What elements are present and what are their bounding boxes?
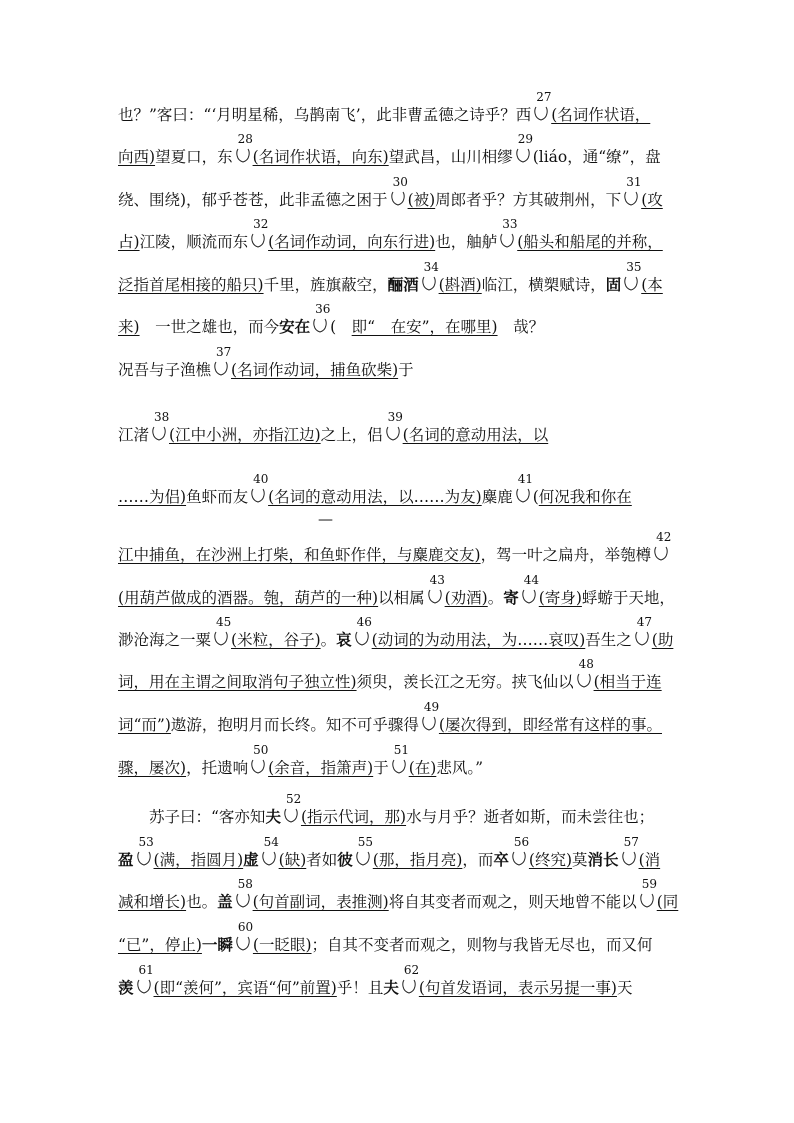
key-word: 盈 — [118, 850, 134, 869]
annotation-gloss: (句首发语词，表示另提一事) — [418, 979, 617, 997]
annotation-number: 59 — [641, 877, 657, 891]
key-word: 夫 — [383, 978, 399, 997]
annotation-gloss: 来) — [118, 318, 140, 336]
text-run: (liáo，通“缭”，盘 — [532, 148, 661, 166]
text-line — [118, 573, 688, 618]
text-run: 哉？ — [497, 318, 545, 336]
annotation-gloss: (名词作动词，捕鱼砍柴) — [231, 361, 399, 379]
text-line — [118, 743, 688, 788]
annotation-marker — [623, 175, 642, 207]
text-run: 望夏口，东 — [155, 148, 233, 166]
annotation-number: 58 — [237, 877, 253, 891]
text-run: 之上，侣 — [320, 426, 383, 444]
annotation-number: 49 — [423, 700, 440, 714]
text-run: ，托遗响 — [186, 759, 249, 777]
text-line — [118, 700, 688, 745]
annotation-number: 36 — [315, 302, 331, 316]
text-line — [118, 792, 688, 837]
annotation-marker — [136, 963, 154, 995]
text-line — [118, 472, 688, 517]
key-word: 消长 — [587, 850, 619, 869]
annotation-number: 46 — [356, 615, 372, 629]
annotation-gloss: 江中捕鱼，在沙洲上打柴，和鱼虾作伴，与麋鹿交友) — [118, 546, 481, 564]
annotation-marker — [213, 345, 232, 377]
annotation-gloss: (缺) — [278, 851, 307, 869]
annotation-number: 56 — [513, 835, 530, 849]
key-word: 卒 — [493, 850, 509, 869]
annotation-number: 33 — [502, 217, 518, 231]
annotation-number: 47 — [636, 615, 653, 629]
text-run: 绕、围绕)，郁乎苍苍，此非孟德之困于 — [118, 191, 388, 209]
text-run: 望武昌，山川相缪 — [388, 148, 513, 166]
annotation-marker — [136, 835, 154, 867]
annotation-number: 54 — [263, 835, 279, 849]
annotation-marker — [639, 877, 657, 909]
text-run: 苏子曰：“客亦知 — [118, 808, 266, 826]
key-word: 固 — [605, 275, 622, 294]
text-run: 千里，旌旗蔽空， — [263, 276, 388, 294]
annotation-marker — [213, 615, 232, 647]
text-line — [118, 657, 688, 702]
annotation-number: 34 — [423, 260, 439, 274]
annotation-gloss: 词“而”) — [118, 716, 171, 734]
annotation-gloss: ……为侣) — [118, 488, 187, 506]
annotation-gloss: (名词的意动用法，以……为友) — [268, 488, 482, 506]
annotation-marker — [621, 835, 639, 867]
annotation-marker — [261, 835, 279, 867]
annotation-marker — [421, 700, 440, 732]
annotation-gloss: 泛指首尾相接的船只) — [118, 276, 264, 294]
annotation-number: 30 — [392, 175, 408, 189]
annotation-number: 62 — [403, 963, 420, 977]
key-word: 虚 — [243, 850, 259, 869]
key-word: 羡 — [118, 978, 134, 997]
key-word: 一瞬 — [201, 935, 233, 954]
text-run: ( — [532, 488, 539, 506]
annotation-marker — [391, 743, 409, 775]
annotation-number: 35 — [626, 260, 642, 274]
annotation-marker — [151, 410, 170, 442]
annotation-number: 51 — [393, 743, 409, 757]
annotation-gloss: (满，指圆月) — [153, 851, 244, 869]
text-run: 况吾与子渔樵 — [118, 361, 212, 379]
annotation-gloss: (助 — [651, 631, 674, 649]
key-word: 酾酒 — [387, 275, 419, 294]
annotation-gloss: (相当于连 — [593, 673, 662, 691]
annotation-marker — [354, 615, 372, 647]
text-run: ；自其不变者而观之，则物与我皆无尽也，而又何 — [311, 936, 653, 954]
annotation-gloss: (名词作状语，向东) — [252, 148, 389, 166]
annotation-number: 45 — [216, 615, 232, 629]
key-word: 彼 — [337, 850, 353, 869]
text-line — [118, 345, 688, 390]
text-run: 麋鹿 — [481, 488, 513, 506]
annotation-gloss: (那，指月亮) — [372, 851, 463, 869]
text-run: 一世之雄也，而今 — [139, 318, 280, 336]
annotation-gloss: (本 — [641, 276, 663, 294]
annotation-marker — [623, 260, 642, 292]
text-run: 遨游，抱明月而长终。知不可乎骤得 — [170, 716, 419, 734]
annotation-number: 37 — [216, 345, 232, 359]
annotation-gloss: 即“ 在安”，在哪里) — [351, 318, 498, 336]
text-run: 于 — [373, 759, 389, 777]
annotation-gloss: 向西) — [118, 148, 156, 166]
annotation-marker — [235, 877, 253, 909]
text-line — [118, 260, 688, 305]
annotation-marker — [533, 90, 552, 122]
annotation-gloss: 骤，屡次) — [118, 759, 187, 777]
stray-dash: — — [318, 510, 333, 528]
key-word: 盖 — [217, 892, 233, 911]
text-run: 也。 — [186, 893, 218, 911]
annotation-gloss: (余音，指箫声) — [268, 759, 374, 777]
annotation-number: 50 — [253, 743, 269, 757]
annotation-gloss: (句首副词，表推测) — [252, 893, 389, 911]
text-run: 渺沧海之一粟 — [118, 631, 212, 649]
annotation-number: 55 — [357, 835, 374, 849]
annotation-number: 52 — [285, 792, 302, 806]
text-run: 者如 — [306, 851, 338, 869]
text-run: 周郎者乎？方其破荆州，下 — [435, 191, 622, 209]
annotation-number: 39 — [387, 410, 403, 424]
annotation-gloss: 减和增长) — [118, 893, 187, 911]
text-run: 江渚 — [118, 426, 150, 444]
annotation-gloss: (名词作动词，向东行进) — [268, 233, 436, 251]
key-word: 安在 — [279, 317, 311, 336]
annotation-marker — [634, 615, 653, 647]
annotation-number: 31 — [626, 175, 642, 189]
annotation-marker — [421, 260, 439, 292]
text-line — [118, 877, 688, 922]
annotation-marker — [515, 472, 533, 504]
text-line — [118, 217, 688, 262]
text-line — [118, 920, 688, 965]
annotation-number: 27 — [536, 90, 552, 104]
text-run: 悲风。” — [436, 759, 483, 777]
text-run: 于 — [398, 361, 414, 379]
text-run: 须臾，羡长江之无穷。挟飞仙以 — [356, 673, 574, 691]
annotation-gloss: 占) — [118, 233, 140, 251]
annotation-number: 43 — [429, 573, 445, 587]
annotation-number: 60 — [237, 920, 254, 934]
text-line — [118, 90, 688, 135]
annotation-gloss: (米粒，谷子) — [231, 631, 321, 649]
annotation-marker — [312, 302, 331, 334]
text-run: 天 — [616, 979, 633, 997]
annotation-marker — [511, 835, 530, 867]
annotation-marker — [401, 963, 420, 995]
annotation-gloss: (屡次得到，即经常有这样的事。 — [438, 716, 662, 734]
annotation-marker — [576, 657, 594, 689]
text-run: 乎！且 — [336, 979, 384, 997]
text-run: 鱼虾而友 — [186, 488, 249, 506]
text-run: 。 — [487, 589, 504, 607]
annotation-marker — [250, 217, 269, 249]
annotation-marker — [235, 132, 253, 164]
text-run: ，驾一叶之扁舟，举匏樽 — [480, 546, 652, 564]
annotation-marker — [355, 835, 374, 867]
annotation-gloss: (名词作状语， — [551, 106, 651, 124]
annotation-gloss: (攻 — [641, 191, 663, 209]
annotation-gloss: (寄身) — [538, 589, 582, 607]
annotation-marker — [250, 472, 269, 504]
text-line — [118, 615, 688, 660]
annotation-number: 61 — [138, 963, 154, 977]
text-line — [118, 302, 688, 347]
annotation-gloss: (动词的为动用法，为……哀叹) — [371, 631, 586, 649]
annotation-number: 42 — [656, 530, 672, 544]
text-line — [118, 835, 688, 880]
text-run: 以相属 — [378, 589, 425, 607]
text-run: 将自其变者而观之，则天地曾不能以 — [388, 893, 637, 911]
annotation-number: 38 — [154, 410, 170, 424]
text-run: 也？”客曰：“‘月明星稀，乌鹊南飞’，此非曹孟德之诗乎？西 — [118, 106, 532, 124]
text-run: 也，舳舻 — [435, 233, 498, 251]
text-run: 临江，横槊赋诗， — [481, 276, 606, 294]
annotation-gloss: 何况我和你在 — [538, 488, 632, 506]
text-run: 水与月乎？逝者如斯，而未尝往也； — [406, 808, 655, 826]
annotation-gloss: (用葫芦做成的酒器。匏，葫芦的一种) — [118, 589, 379, 607]
key-word: 寄 — [503, 588, 519, 607]
annotation-marker — [521, 573, 540, 605]
annotation-gloss: (名词的意动用法，以 — [402, 426, 549, 444]
text-run: 蜉蝣于天地， — [581, 589, 675, 607]
annotation-number: 48 — [578, 657, 594, 671]
annotation-number: 41 — [517, 472, 533, 486]
text-run: 江陵，顺流而东 — [139, 233, 249, 251]
annotation-gloss: (一眨眼) — [252, 936, 312, 954]
annotation-gloss: (斟酒) — [438, 276, 482, 294]
text-run: 吾生之 — [585, 631, 632, 649]
annotation-gloss: (指示代词，那) — [300, 808, 407, 826]
annotation-gloss: (船头和船尾的并称， — [517, 233, 663, 251]
annotation-marker — [653, 530, 672, 562]
text-run: 。 — [320, 631, 337, 649]
annotation-marker — [283, 792, 302, 824]
key-word: 夫 — [265, 807, 281, 826]
annotation-number: 28 — [237, 132, 253, 146]
annotation-gloss: (终究) — [528, 851, 573, 869]
annotation-gloss: (即“羡何”，宾语“何”前置) — [153, 979, 337, 997]
annotation-marker — [250, 743, 269, 775]
annotation-number: 57 — [623, 835, 639, 849]
annotation-marker — [235, 920, 254, 952]
text-run: 莫 — [572, 851, 588, 869]
annotation-gloss: (消 — [638, 851, 661, 869]
annotation-marker — [515, 132, 533, 164]
annotation-marker — [390, 175, 408, 207]
text-line — [118, 132, 688, 177]
text-run: ( — [330, 318, 352, 336]
annotation-number: 32 — [253, 217, 269, 231]
annotation-gloss: “已”，停止) — [118, 936, 202, 954]
text-run: ，而 — [462, 851, 494, 869]
annotation-number: 53 — [138, 835, 154, 849]
annotation-number: 29 — [517, 132, 533, 146]
annotation-marker — [499, 217, 518, 249]
text-line — [118, 175, 688, 220]
annotation-marker — [385, 410, 403, 442]
annotation-gloss: 词，用在主谓之间取消句子独立性) — [118, 673, 357, 691]
annotation-number: 44 — [523, 573, 540, 587]
text-line — [118, 410, 688, 455]
annotation-marker — [427, 573, 445, 605]
text-line — [118, 530, 688, 575]
annotation-number: 40 — [253, 472, 269, 486]
annotation-gloss: (在) — [408, 759, 437, 777]
annotation-gloss: (劝酒) — [444, 589, 488, 607]
annotation-gloss: (被) — [407, 191, 436, 209]
text-line — [118, 963, 688, 1008]
annotation-gloss: (同 — [656, 893, 679, 911]
annotation-gloss: (江中小洲，亦指江边) — [169, 426, 321, 444]
key-word: 哀 — [336, 630, 352, 649]
